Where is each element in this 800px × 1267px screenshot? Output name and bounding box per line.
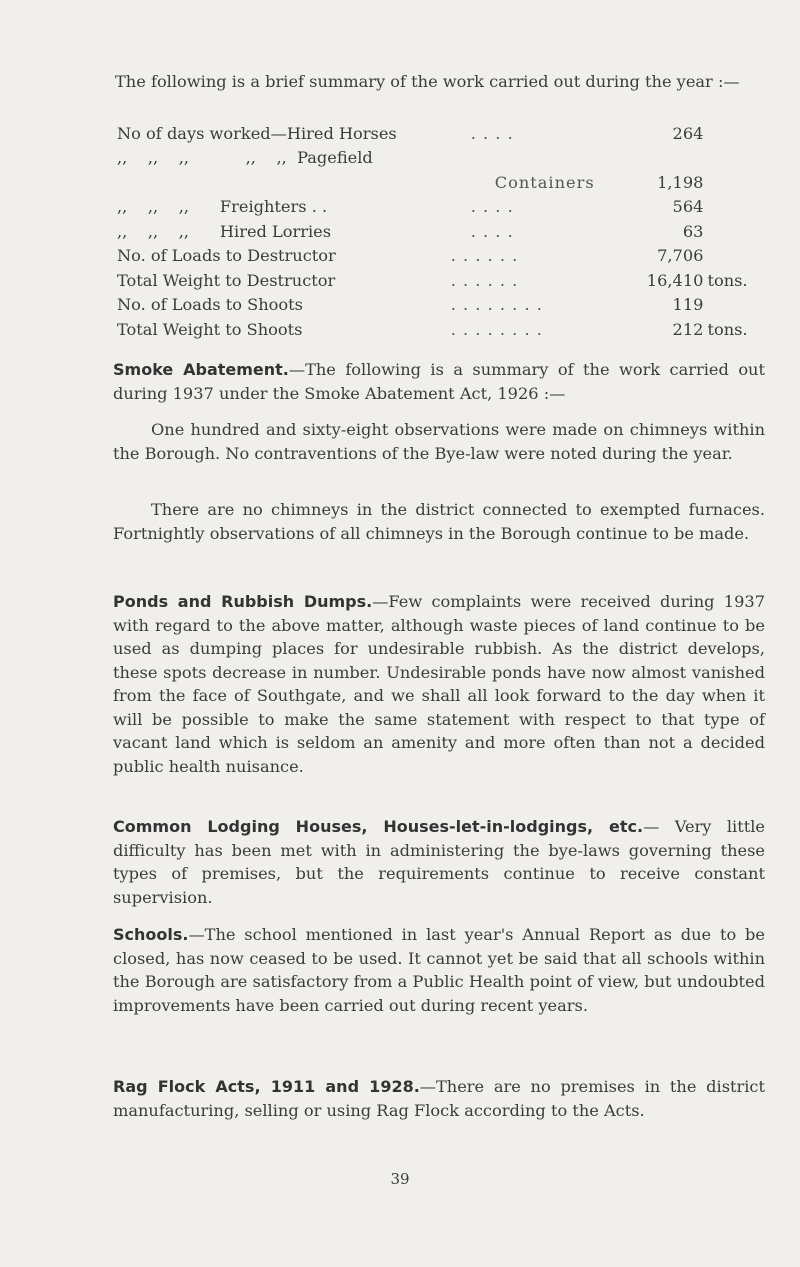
row-unit: [703, 143, 767, 168]
row-leader: . . . . . .: [450, 246, 519, 265]
row-leader: . . . .: [470, 123, 514, 143]
rag-flock-heading: Rag Flock Acts, 1911 and 1928.: [113, 1077, 420, 1096]
schools-text: —The school mentioned in last year's Annual Report as due to be closed, has now ceased to be used. It cannot yet be said that all schools within the Borough are satisfactory from a Public Health point of view, but undoubted improvements have been carried out during recent years.: [113, 925, 765, 1015]
row-leader: . . . .: [470, 221, 514, 241]
table-row: [117, 192, 767, 217]
row-value: 119: [672, 295, 704, 314]
row-label: No. of Loads to Destructor: [117, 246, 336, 265]
table-row: [117, 290, 767, 315]
row-label: ,, ,, ,, Freighters . .: [117, 197, 328, 216]
row-spacer: [117, 167, 451, 192]
table-row: [117, 241, 767, 266]
lodging-houses-text: — Very little difficulty has been met with in administering the bye-laws governing these types of premises, but the requirements continue to receive constant supervision.: [113, 817, 766, 907]
row-unit: [703, 192, 767, 217]
row-label: Total Weight to Shoots: [117, 319, 303, 339]
schools-paragraph: [113, 923, 765, 1017]
row-value: 264: [672, 123, 704, 143]
row-unit: [703, 118, 767, 143]
row-value: 564: [672, 197, 704, 216]
page-number: 39: [390, 1170, 410, 1188]
ponds-heading: Ponds and Rubbish Dumps.: [113, 592, 373, 611]
table-row: [117, 167, 767, 192]
row-value: 1,198: [657, 172, 704, 192]
row-value: 7,706: [657, 246, 704, 265]
rag-flock-paragraph: [113, 1075, 765, 1122]
smoke-abatement-heading: Smoke Abatement.: [113, 360, 289, 379]
ponds-text: —Few complaints were received during 1937 with regard to the above matter, although waste pieces of land continue to be used as dumping places for undesirable rubbish. As the district develops, these spots decrease in number. Undesirable ponds have now almost vanished from the face of Southgate, and we shall all look forward to the day when it will be possible to make the same statement with respect to that type of vacant land which is seldom an amenity and more often than not a decided public health nuisance.: [113, 592, 765, 776]
row-value: 63: [682, 221, 704, 241]
row-label: ,, ,, ,, Hired Lorries: [117, 221, 332, 241]
row-label: Containers: [494, 172, 595, 192]
table-row: [117, 216, 767, 241]
schools-heading: Schools.: [113, 925, 189, 944]
lodging-houses-heading: Common Lodging Houses, Houses-let-in-lodgings, etc.: [113, 817, 644, 836]
row-value: 16,410: [646, 270, 704, 290]
row-unit: [703, 241, 767, 266]
row-unit: [703, 167, 767, 192]
lodging-houses-paragraph: [113, 815, 765, 909]
row-unit: [703, 216, 767, 241]
row-leader: . . . .: [470, 197, 514, 216]
row-leader: . . . . . . . .: [450, 295, 543, 314]
smoke-observations-paragraph: One hundred and sixty-eight observations were made on chimneys within the Borough. No contraventions of the Bye-law were noted during the year.: [113, 420, 765, 463]
row-leader: . . . . . . . .: [450, 319, 543, 339]
row-value: [595, 143, 704, 168]
table-row: [117, 143, 767, 168]
row-value: 212: [672, 319, 704, 339]
row-unit: tons.: [707, 319, 748, 339]
table-row: [117, 118, 767, 143]
smoke-abatement-text: —The following is a summary of the work carried out during 1937 under the Smoke Abatement Act, 1926 :—: [113, 360, 765, 403]
table-row: [117, 265, 767, 290]
rag-flock-text: —There are no premises in the district manufacturing, selling or using Rag Flock according to the Acts.: [113, 1077, 765, 1120]
row-unit: tons.: [707, 270, 748, 290]
row-label: Total Weight to Destructor: [117, 270, 336, 290]
work-summary-table: [117, 118, 767, 339]
intro-paragraph: [113, 70, 765, 94]
row-label: No. of Loads to Shoots: [117, 295, 303, 314]
ponds-paragraph: [113, 590, 765, 778]
row-leader: . . . . . .: [450, 270, 519, 290]
row-unit: [703, 290, 767, 315]
row-label: No of days worked—Hired Horses: [117, 123, 397, 143]
table-row: [117, 314, 767, 339]
smoke-abatement-paragraph: [113, 358, 765, 405]
smoke-furnaces-paragraph: There are no chimneys in the district connected to exempted furnaces. Fortnightly observations of all chimneys in the Borough continue to be made.: [113, 500, 765, 543]
intro-text: The following is a brief summary of the work carried out during the year :—: [115, 72, 740, 91]
row-label: ,, ,, ,, ,, ,, Pagefield: [117, 148, 373, 167]
